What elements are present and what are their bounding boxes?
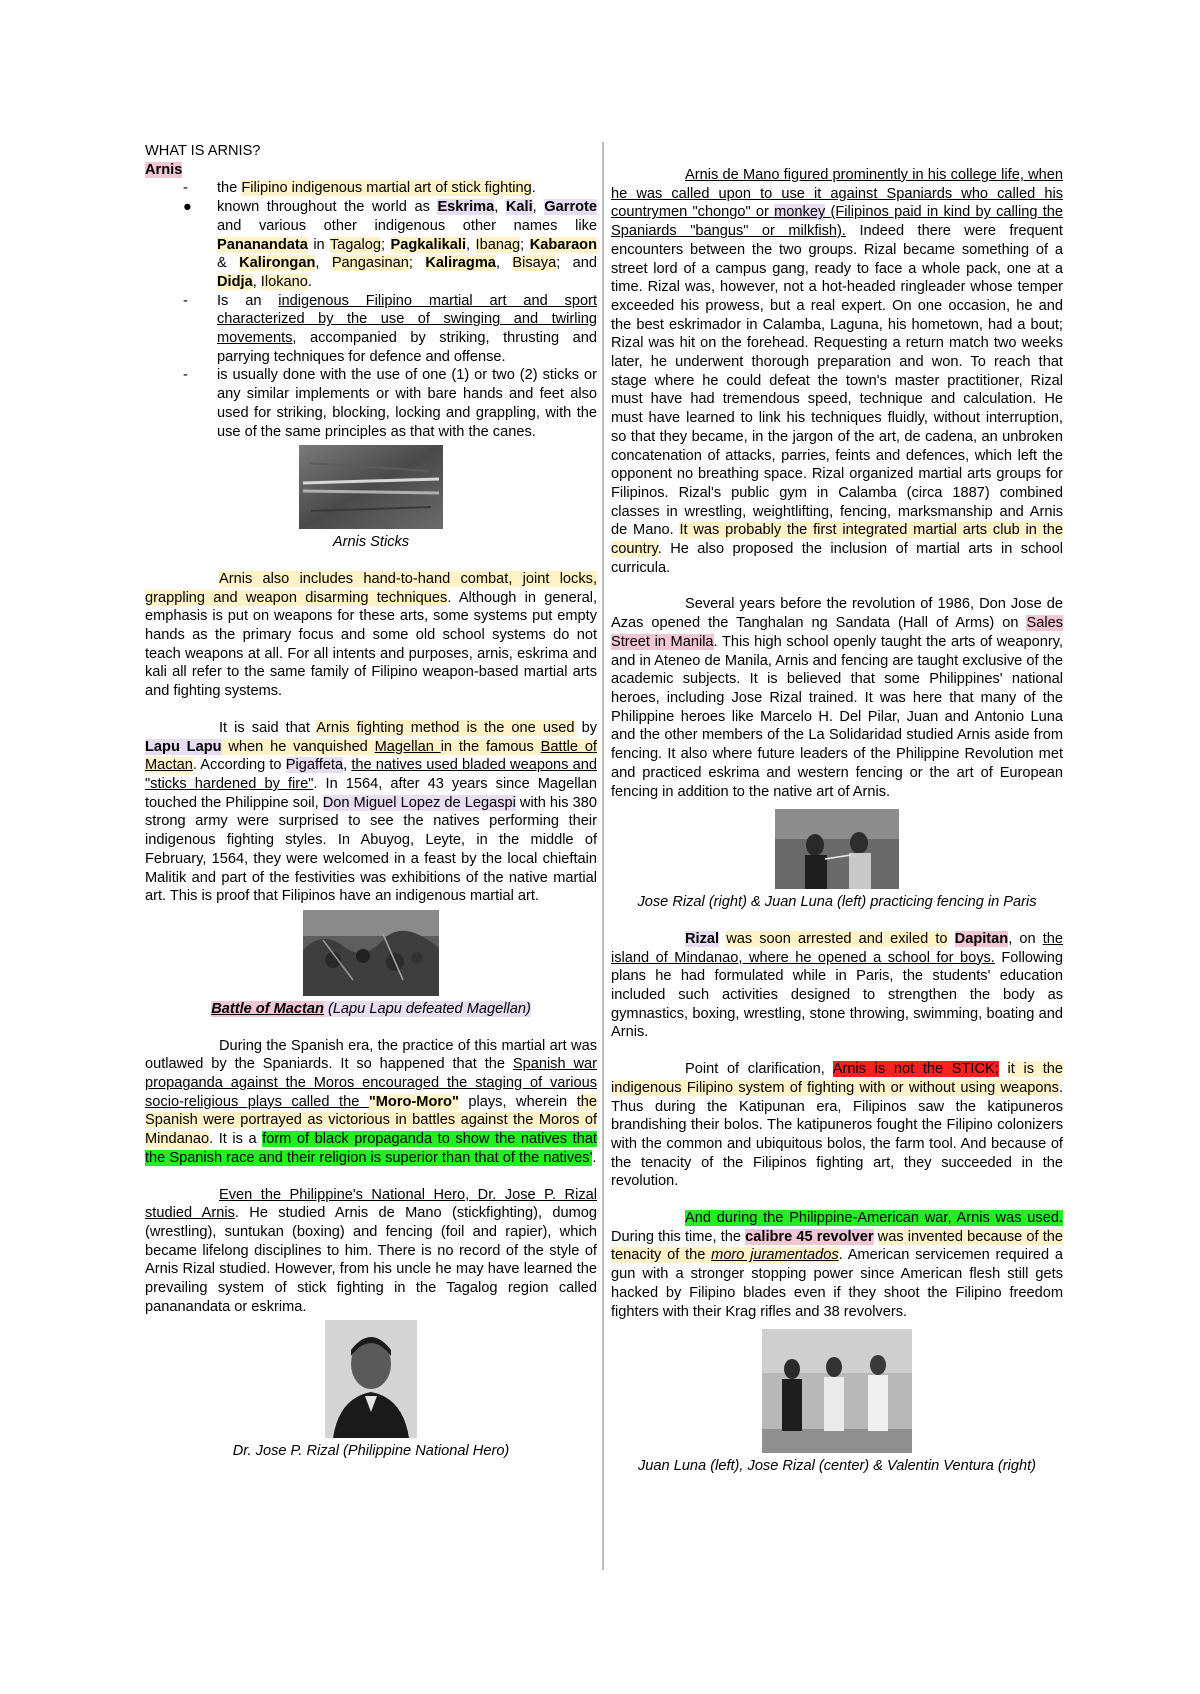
text-run <box>999 1061 1008 1077</box>
text-run: , <box>343 757 352 774</box>
text-run: & <box>217 255 240 272</box>
text-run: moro juramentados <box>711 1247 839 1264</box>
text-run: was soon arrested and exiled to <box>726 930 948 947</box>
text-run: Pangasinan <box>331 255 409 272</box>
text-run: the <box>217 180 242 197</box>
text-run: Following plans he had formulated while in Paris, the students' education included such activities designed to strengthen the body as gymnastics, boxing, wrestling, stone throwing, swimming, boating and Arnis. <box>611 949 1064 1041</box>
fencing-photo <box>775 809 899 889</box>
text-run: when he vanquished <box>221 738 375 755</box>
text-run: the natives used bladed weapons and "sticks hardened by fire" <box>145 757 598 792</box>
text-run: Even the Philippine's National Hero, Dr. Jose P. Rizal studied Arnis <box>145 1186 597 1222</box>
text-run: Sales Street in Manila <box>611 615 1063 650</box>
text-run: Pagkalikali <box>390 236 466 253</box>
text-run: . He studied Arnis de Mano (stickfighting), dumog (wrestling), suntukan (boxing) and fencing (foil and rapier), which became lifelong disciplines to him. There is no record of the style of Arnis Rizal studied. However, from his uncle he may have learned the prevailing system of stick fighting in the Tagalog region called pananandata or eskrima. <box>145 1205 597 1315</box>
text-run: form of black propaganda to show the natives that the Spanish race and their religion is superior than that of the natives' <box>145 1131 597 1166</box>
text-run: known throughout the world as <box>217 199 438 216</box>
text-run: the island of Mindanao, where he opened a school for boys. <box>611 930 1063 966</box>
text-run: Lapu Lapu <box>145 738 222 755</box>
text-run: . <box>592 1149 597 1166</box>
text-run: ; and <box>556 255 598 272</box>
figure-caption: Dr. Jose P. Rizal (Philippine National Hero) <box>232 1443 510 1460</box>
paragraph <box>145 1186 597 1317</box>
text-run: Filipino indigenous martial art of stick fighting <box>241 180 532 197</box>
text-run: , <box>495 255 513 272</box>
text-run: , <box>252 273 261 290</box>
text-run: . In 1564, after 43 years since Magellan touched the Philippine soil, <box>145 775 598 811</box>
figure-arnis-sticks <box>145 445 597 552</box>
text-run: Kali <box>505 199 533 216</box>
text-run: Arnis fighting method is the one used <box>316 719 575 736</box>
text-run: Ilokano <box>260 273 308 290</box>
group-photo <box>762 1329 912 1453</box>
text-run: it is the indigenous Filipino system of fighting with or without using weapons <box>611 1061 1063 1096</box>
text-run: During this time, the <box>611 1228 746 1245</box>
text-run: Is an <box>217 292 279 309</box>
text-run: . Although in general, emphasis is put on weapons for these arts, some systems put empty hands as the primary focus and some old school systems do not teach weapons at all. For all intents and purposes, arnis, eskrima and kali all refer to the same family of Filipino weapon-based martial arts and fighting systems. <box>145 589 597 700</box>
text-run: Several years before the revolution of 1986, Don Jose de Azas opened the Tanghalan ng Sandata (Hall of Arms) on <box>611 596 1063 632</box>
paragraph <box>611 1209 1063 1321</box>
paragraph <box>611 166 1063 577</box>
text-run: Ibanag <box>475 236 521 253</box>
text-run: with his 380 strong army were surprised to see the natives performing their indigenous fighting styles. In Abuyog, Leyte, in the middle of February, 1564, they were welcomed in a feast by the local chieftain Malitik and part of the festivities was exhibitions of the native martial art. This is proof that Filipinos have an indigenous martial art. <box>145 794 597 905</box>
text-run: Arnis is not the STICK; <box>832 1061 999 1078</box>
text-run: Kabaraon <box>529 236 598 253</box>
text-run: was invented because of the tenacity of the <box>611 1228 1063 1264</box>
text-run: Arnis also includes hand-to-hand combat, joint locks, grappling and weapon disarming techniques <box>145 570 597 606</box>
text-run: Pananandata <box>217 236 308 253</box>
paragraph <box>145 570 597 701</box>
arnis-sticks-photo <box>299 445 443 529</box>
text-run: Magellan <box>374 738 441 755</box>
text-run: in <box>307 236 330 253</box>
section-title: Arnis <box>145 161 183 178</box>
left-column <box>145 142 597 1461</box>
text-run: and various other indigenous other names like <box>217 217 597 234</box>
text-run: plays, wherein <box>458 1093 577 1110</box>
text-run: monkey <box>774 204 826 221</box>
text-run: . He also proposed the inclusion of martial arts in school curricula. <box>611 541 1063 576</box>
text-run: , <box>466 236 476 253</box>
text-run: During the Spanish era, the practice of this martial art was outlawed by the Spaniards. It so happened that the <box>145 1037 597 1073</box>
text-run: . This high school openly taught the arts of weaponry, and in Ateneo de Manila, Arnis and fencing are taught exclusive of the academic subjects. It is believed that some Philippines' national heroes, including Jose Rizal trained. It was here that many of the Philippine heroes like Marcelo H. Del Pilar, Juan and Antonio Luna and the other members of the La Solidaridad studied Arnis aside from fencing. It also where future leaders of the Philippine Revolution met and practiced eskrima and western fencing or the art of European fencing in addition to the native art of Arnis. <box>611 633 1063 800</box>
column-divider <box>602 142 604 1570</box>
rizal-portrait-photo <box>325 1320 417 1438</box>
text-run: Bisaya <box>512 255 557 272</box>
right-column <box>611 166 1063 1476</box>
figure-caption: Battle of Mactan (Lapu Lapu defeated Magellan) <box>211 1000 531 1017</box>
text-run: (Filipinos paid in kind by calling the Spaniards "bangus" or milkfish). <box>611 204 1063 240</box>
paragraph <box>145 1037 597 1168</box>
text-run: calibre 45 revolver <box>745 1228 874 1245</box>
figure-caption: Juan Luna (left), Jose Rizal (center) & Valentin Ventura (right) <box>638 1458 1036 1475</box>
figure-caption: Jose Rizal (right) & Juan Luna (left) practicing fencing in Paris <box>637 894 1037 911</box>
text-run: . <box>531 180 536 197</box>
text-run: Rizal <box>685 930 720 947</box>
text-run <box>948 931 955 947</box>
text-run: Kaliragma <box>425 255 496 272</box>
text-run: . According to <box>192 757 286 774</box>
text-run: Don Miguel Lopez de Legaspi <box>322 794 516 811</box>
text-run: , <box>315 255 332 272</box>
definition-list <box>145 179 597 441</box>
text-run: , <box>494 199 506 216</box>
text-run: in the famous <box>440 738 541 755</box>
text-run: Tagalog <box>329 236 382 253</box>
text-run: Kalirongan <box>239 255 316 272</box>
text-run: . <box>307 273 312 290</box>
text-run: And during the Philippine-American war, Arnis was used. <box>685 1210 1063 1227</box>
text-run: Battle of Mactan <box>145 738 597 774</box>
text-run: ; <box>381 236 391 253</box>
text-run: Spanish war propaganda against the Moros encouraged the staging of various socio-religious plays called the <box>145 1056 597 1110</box>
text-run: ; <box>520 236 530 253</box>
figure-rizal-portrait <box>145 1320 597 1461</box>
text-run: Dapitan <box>954 930 1009 947</box>
text-run: "Moro-Moro" <box>368 1093 459 1110</box>
paragraph <box>611 930 1063 1042</box>
text-run: It was probably the first integrated martial arts club in the country <box>611 522 1064 558</box>
list-item: - Is an indigenous Filipino martial art and sport characterized by the use of swinging and twirling movements, accompanied by striking, thrusting and parrying techniques for defence and offense. <box>183 292 597 365</box>
text-run: Point of clarification, <box>685 1061 833 1078</box>
page-heading: WHAT IS ARNIS? <box>145 143 261 159</box>
text-run: ; <box>408 255 426 272</box>
text-run: It is said that <box>219 719 317 736</box>
text-run: , <box>532 199 545 216</box>
text-run: by <box>574 719 597 736</box>
figure-caption: Arnis Sticks <box>332 534 410 551</box>
text-run: accompanied by striking, thrusting and parrying techniques for defence and offense. <box>217 330 597 365</box>
figure-fencing-paris <box>611 809 1063 912</box>
paragraph <box>611 595 1063 801</box>
list-item: - is usually done with the use of one (1) or two (2) sticks or any similar implements or with bare hands and feet also used for striking, blocking, locking and grappling, with the use of the same principles as that with the canes. <box>183 367 597 440</box>
figure-luna-rizal-ventura <box>611 1329 1063 1476</box>
text-run: Pigaffeta <box>285 757 344 774</box>
text-run: Arnis de Mano figured prominently in his college life, when he was called upon to use it against Spaniards who called his countrymen "chongo" or <box>611 167 1063 221</box>
figure-battle-of-mactan <box>145 910 597 1019</box>
text-run: Indeed there were frequent encounters between the two groups. Rizal became something of a street lord of a campus gang, ready to face a whole pack, one at a time. Rizal was, however, not a hot-headed ringleader whose temper exceeded his prowess, but a real expert. On one occasion, he and the best eskrimador in Calamba, Laguna, his hometown, had a bout; Rizal was hit on the forehead. Requesting a return match two weeks later, he underwent thorough preparation and won. To reach that stage where he could defeat the town's master practitioner, Rizal must have had tremendous speed, technique and calculation. He must have learned to link his techniques fluidly, without interruption, so that they became, in the jargon of the art, de cadena, an unbroken concatenation of attacks, parries, feints and defences, which left the opponent no breathing space. Rizal organized martial arts groups for Filipinos. Rizal's public gym in Calamba (circa 1887) combined classes in wrestling, weightlifting, fencing, marksmanship and Arnis de Mano. <box>611 223 1063 539</box>
list-item: ● known throughout the world as Eskrima, Kali, Garrote and various other indigenous other names like Pananandata in Tagalog; Pagkalikali, Ibanag; Kabaraon & Kalirongan, Pangasinan; Kaliragma, Bisaya; and Didja, Ilokano. <box>183 199 598 290</box>
text-run: is usually done with the use of one (1) or two (2) sticks or any similar implements or with bare hands and feet also used for striking, blocking, locking and grappling, with the use of the same principles as that with the canes. <box>217 367 597 440</box>
text-run: indigenous Filipino martial art and sport characterized by the use of swinging and twirling movements, <box>217 292 597 347</box>
battle-painting-photo <box>303 910 439 996</box>
text-run: . It is a <box>209 1131 263 1148</box>
text-run: . American servicemen required a gun with a stronger stopping power since American flesh still gets hacked by Filipino blades even if they shoot the Filipino freedom fighters with their Krag rifles and 38 revolvers. <box>611 1247 1063 1320</box>
text-run: , on <box>1008 930 1043 947</box>
paragraph <box>145 719 597 906</box>
text-run: the Spanish were portrayed as victorious in battles against the Moros of Mindanao <box>145 1093 597 1148</box>
paragraph <box>611 1060 1063 1191</box>
list-item: - the Filipino indigenous martial art of stick fighting. <box>183 180 536 197</box>
text-run: Didja <box>217 273 253 290</box>
text-run: Garrote <box>544 199 598 216</box>
text-run: . Thus during the Katipunan era, Filipinos saw the katipuneros brandishing their bolos. The katipuneros fought the Filipino colonizers with the common and ubiquitous bolos, the farm tool. And because of the tenacity of the Filipinos fighting art, they succeeded in the revolution. <box>611 1079 1063 1190</box>
text-run: Eskrima <box>437 199 495 216</box>
